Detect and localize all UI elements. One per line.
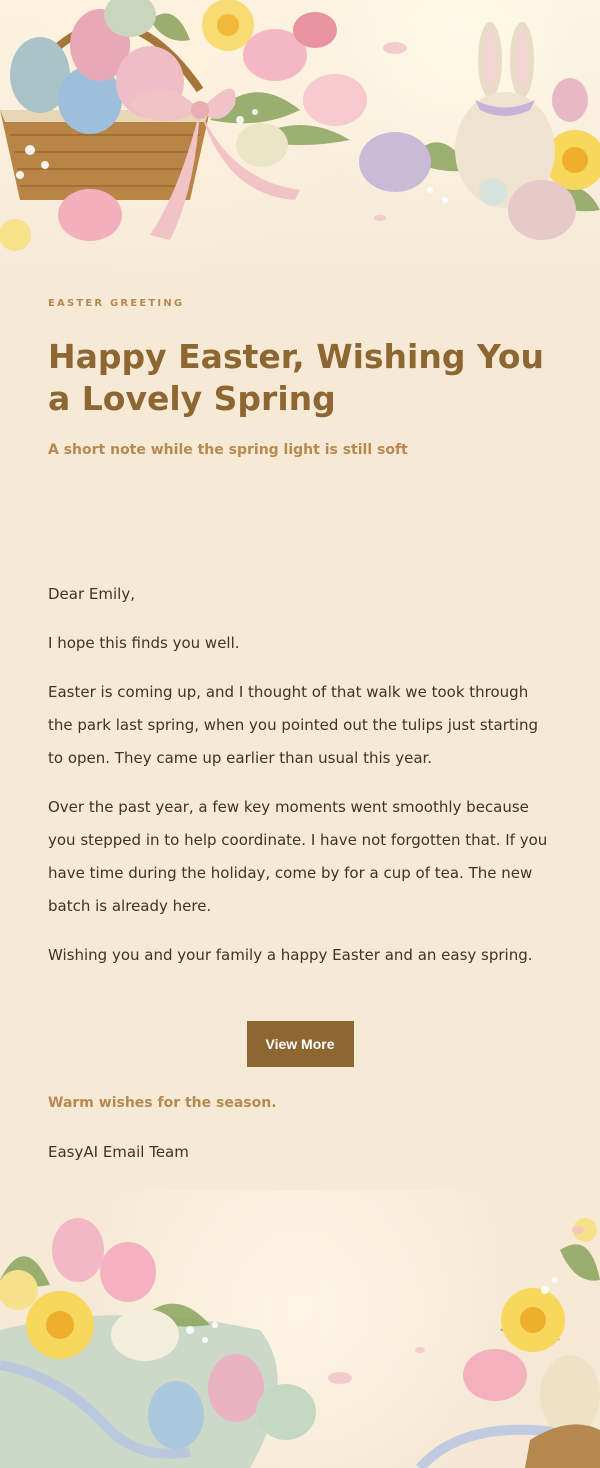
- sender-name: EasyAI Email Team: [48, 1143, 189, 1161]
- footer-banner-image: [0, 1190, 600, 1468]
- eyebrow-label: EASTER GREETING: [48, 298, 185, 309]
- signoff-text: Warm wishes for the season.: [48, 1095, 277, 1111]
- letter-paragraph: Over the past year, a few key moments went smoothly because you stepped in to help coordinate. I have not forgotten that. If you have time during the holiday, come by for a cup of tea. The new batch is already here.: [48, 798, 548, 915]
- hero-banner-image: [0, 0, 600, 270]
- letter-paragraph: Wishing you and your family a happy Easter and an easy spring.: [48, 946, 533, 964]
- cta-container: [48, 1021, 552, 1067]
- hero-illustration: [0, 0, 600, 270]
- footer-illustration: [0, 1190, 600, 1468]
- subtitle: A short note while the spring light is still soft: [48, 442, 408, 458]
- petal-decoration: [374, 42, 407, 221]
- salutation: Dear Emily,: [48, 585, 135, 603]
- view-more-button[interactable]: View More: [247, 1021, 354, 1067]
- page-title: Happy Easter, Wishing You a Lovely Spring: [48, 337, 544, 418]
- letter-paragraph: I hope this finds you well.: [48, 634, 240, 652]
- letter-paragraph: Easter is coming up, and I thought of that walk we took through the park last spring, when you pointed out the tulips just starting to open. They came up earlier than usual this year.: [48, 683, 538, 767]
- letter-body: [48, 578, 552, 988]
